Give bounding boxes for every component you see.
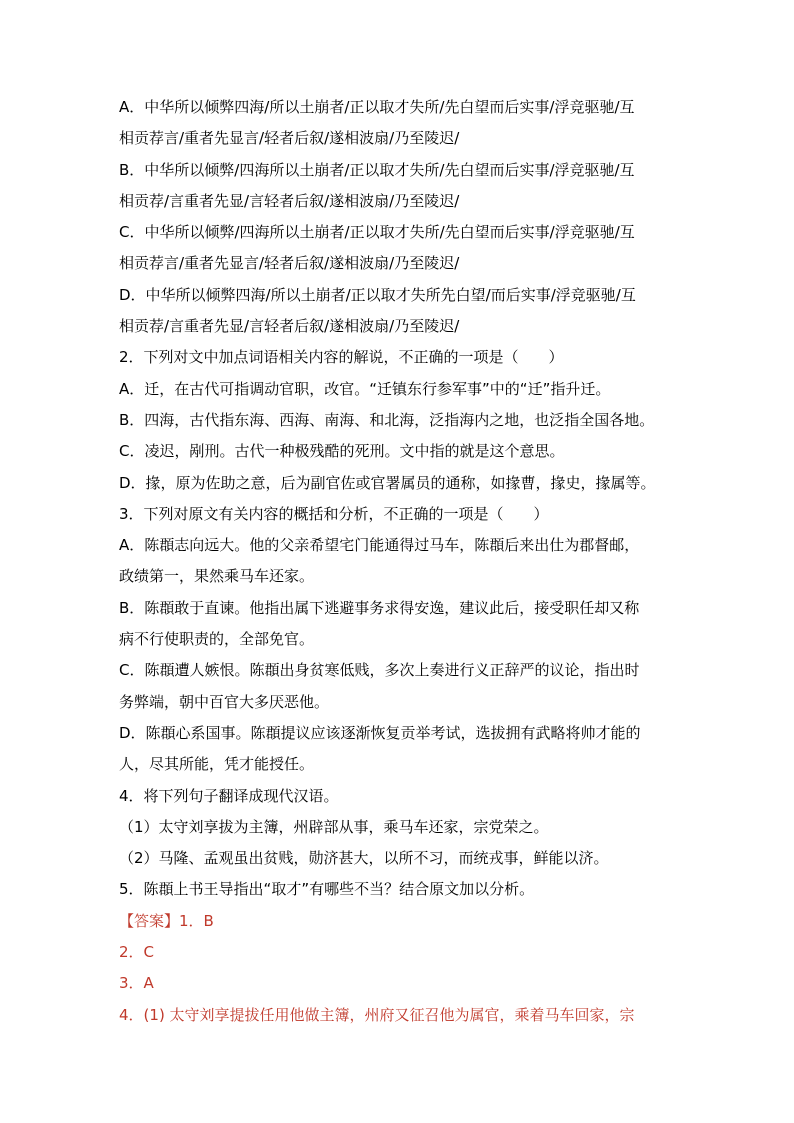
text-line: 相贡荐/言重者先显/言轻者后叙/遂相波扇/乃至陵迟/ (119, 191, 460, 210)
text-line: 相贡荐言/重者先显言/轻者后叙/遂相波扇/乃至陵迟/ (119, 129, 460, 148)
text-line: D．掾，原为佐助之意，后为副官佐或官署属员的通称，如掾曹，掾史，掾属等。 (119, 473, 656, 492)
text-line: 5．陈頵上书王导指出“取才”有哪些不当？结合原文加以分析。 (119, 880, 535, 899)
text-line: （1）太守刘享拔为主簿，州辟部从事，乘马车还家，宗党荣之。 (119, 817, 549, 836)
text-line: B．陈頵敢于直谏。他指出属下逃避事务求得安逸，建议此后，接受职任却又称 (119, 598, 640, 617)
text-line: A．陈頵志向远大。他的父亲希望宅门能通得过马车，陈頵后来出仕为郡督邮， (119, 536, 640, 555)
text-line: 3．下列对原文有关内容的概括和分析，不正确的一项是（ ） (119, 504, 549, 523)
document-page (119, 92, 679, 1031)
text-line: 病不行使职责的，全部免官。 (119, 630, 315, 649)
text-line: （2）马隆、孟观虽出贫贱，勋济甚大，以所不习，而统戎事，鲜能以济。 (119, 849, 609, 868)
answer-line: 4．(1) 太守刘享提拔任用他做主簿，州府又征召他为属官，乘着马车回家，宗 (119, 1005, 635, 1024)
answer-line: 2．C (119, 943, 155, 962)
text-line: C．中华所以倾弊/四海所以土崩者/正以取才失所/先白望而后实事/浮竞驱驰/互 (119, 223, 635, 242)
text-line: 相贡荐言/重者先显言/轻者后叙/遂相波扇/乃至陵迟/ (119, 254, 460, 273)
answer-line: 【答案】1．B (119, 911, 214, 930)
text-line: 2．下列对文中加点词语相关内容的解说，不正确的一项是（ ） (119, 348, 564, 367)
text-line: 人，尽其所能，凭才能授任。 (119, 755, 315, 774)
text-line: 政绩第一，果然乘马车还家。 (119, 567, 315, 586)
text-line: A．迁，在古代可指调动官职，改官。“迁镇东行参军事”中的“迁”指升迁。 (119, 379, 611, 398)
text-line: 相贡荐/言重者先显/言轻者后叙/遂相波扇/乃至陵迟/ (119, 317, 460, 336)
text-line: 务弊端，朝中百官大多厌恶他。 (119, 692, 330, 711)
text-line: B．中华所以倾弊/四海所以土崩者/正以取才失所/先白望而后实事/浮竞驱驰/互 (119, 160, 635, 179)
text-line: B．四海，古代指东海、西海、南海、和北海，泛指海内之地，也泛指全国各地。 (119, 410, 655, 429)
text-line: D．陈頵心系国事。陈頵提议应该逐渐恢复贡举考试，选拔拥有武略将帅才能的 (119, 723, 641, 742)
text-line: D．中华所以倾弊四海/所以土崩者/正以取才失所先白望/而后实事/浮竞驱驰/互 (119, 285, 636, 304)
text-line: C．凌迟，剐刑。古代一种极残酷的死刑。文中指的就是这个意思。 (119, 442, 565, 461)
text-line: C．陈頵遭人嫉恨。陈頵出身贫寒低贱，多次上奏进行义正辞严的议论，指出时 (119, 661, 640, 680)
text-line: A．中华所以倾弊四海/所以土崩者/正以取才失所/先白望而后实事/浮竞驱驰/互 (119, 98, 635, 116)
text-line: 4．将下列句子翻译成现代汉语。 (119, 786, 339, 805)
answer-line: 3．A (119, 974, 154, 993)
